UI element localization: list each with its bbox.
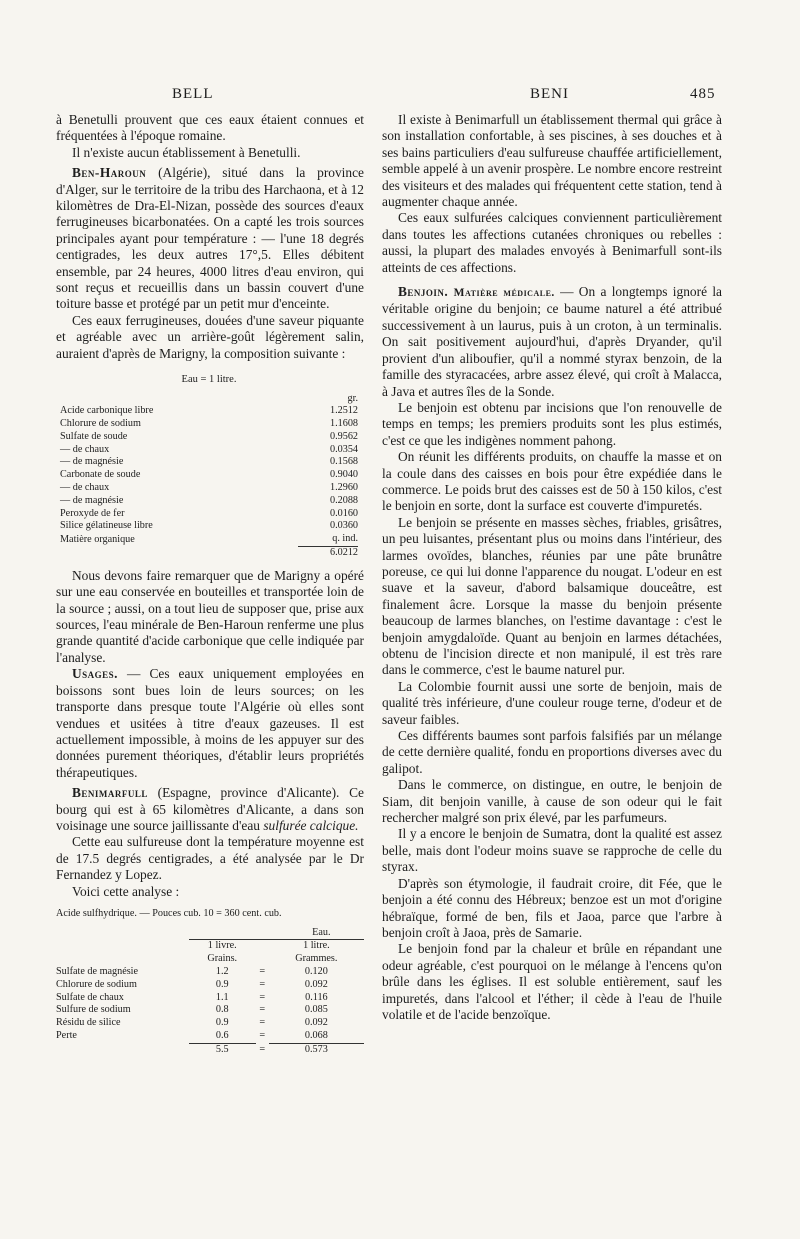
paragraph: Nous devons faire remarquer que de Marigny a opéré sur une eau conservée en bouteilles et transportée loin de la source ; aussi, on a tout lieu de supposer que, prise aux sources, l'eau minérale de Ben-Haroun renferme une plus grande quantité d'acide carbonique que celle indiquée par l'analyse.	[56, 567, 364, 665]
table-row	[56, 966, 364, 979]
row-value: 0.9040	[329, 469, 358, 481]
table-row	[60, 444, 358, 457]
paragraph: Voici cette analyse :	[72, 883, 180, 899]
table-row	[60, 520, 358, 533]
row-label: Perte	[56, 1030, 77, 1042]
entry-benjoin	[382, 284, 722, 400]
composition-table	[56, 372, 364, 560]
entry-text-italic: sulfurée calcique.	[263, 817, 359, 833]
paragraph: Ces eaux sulfurées calciques conviennent particulièrement dans toutes les affections cutanées chroniques ou rebelles : aussi, la plupart des malades envoyés à Benimarfull sont-ils atteints de ces affections.	[382, 210, 722, 275]
paragraph: Dans le commerce, on distingue, en outre, le benjoin de Siam, dit benjoin vanille, à cause de son odeur qui le fait rechercher malgré son prix élevé, par les parfumeurs.	[382, 777, 722, 826]
row-value: 0.0160	[329, 507, 358, 519]
paragraph: Le benjoin se présente en masses sèches, friables, grisâtres, un peu luisantes, présentant plus ou moins dans l'intérieur, des larmes ovoïdes, blanches, réunies par une pâte brunâtre poreuse, ce qui lui donne l'apparence du nougat. L'odeur en est suave et la saveur, d'abord balsamique douceâtre, est finalement âcre. Lorsque la masse du benjoin présente beaucoup de larmes blanches, on l'estime davantage : c'est le benjoin amygdaloïde. Quant au benjoin en larmes détachées, obtenu de l'incision directe et non manipulé, il est très rare dans le commerce, c'est le baume naturel pur.	[382, 514, 722, 678]
row-grains: 0.6	[215, 1029, 229, 1041]
table-row	[60, 495, 358, 508]
row-value: 0.0354	[329, 443, 358, 455]
analysis-table	[56, 908, 364, 1057]
row-grammes: 0.092	[304, 978, 328, 990]
equals-sign: =	[259, 978, 266, 990]
equals-sign: =	[259, 991, 266, 1003]
row-label: Peroxyde de fer	[60, 507, 125, 519]
row-label: Résidu de silice	[56, 1017, 121, 1029]
entry-text: (Algérie), situé dans la province d'Alger, sur le territoire de la tribu des Harchaona, et à 12 kilomètres de Dra-El-Nizan, possède des sources d'eaux ferrugineuses bicarbonatées. On a capté les trois sources principales ayant pour température : — l'une 18 degrés centigrades, les deux autres 17°,5. Elles débitent ensemble, par 24 heures, 4000 litres d'eau environ, qui sont reçus et recueillis dans un bassin couvert d'une toiture basse et protégé par un petit mur d'enceinte.	[56, 165, 364, 312]
row-label: — de chaux	[60, 482, 110, 494]
unit-grains: Grains.	[207, 953, 238, 965]
running-head-center: BENI	[530, 86, 569, 102]
paragraph: Il n'existe aucun établissement à Benetulli.	[72, 144, 301, 160]
table-caption: Eau = 1 litre.	[181, 374, 237, 386]
col-head-livre: 1 livre.	[207, 940, 237, 952]
row-grammes: 0.068	[304, 1029, 328, 1041]
row-label: Carbonate de soude	[60, 469, 141, 481]
unit-label: gr.	[347, 392, 358, 404]
row-label: Chlorure de sodium	[56, 978, 137, 990]
col-head-litre: 1 litre.	[303, 940, 330, 952]
row-grammes: 0.116	[305, 991, 328, 1003]
paragraph: La Colombie fournit aussi une sorte de benjoin, mais de qualité très inférieure, d'une couleur rouge terne, d'odeur et de saveur faibles.	[382, 678, 722, 727]
row-label: Chlorure de sodium	[60, 418, 141, 430]
paragraph: Ces eaux ferrugineuses, douées d'une saveur piquante et agréable avec un arrière-goût légèrement salin, auraient d'après de Marigny, la composition suivante :	[56, 312, 364, 361]
entry-text: (Espagne, province d'Alicante). Ce bourg qui est à 65 kilomètres d'Alicante, a dans son voisinage une source jaillissante d'eau	[56, 785, 364, 833]
eau-label: Eau.	[189, 927, 364, 940]
table-row	[56, 992, 364, 1005]
total-grammes: 0.573	[269, 1043, 364, 1056]
row-value: 1.2960	[329, 482, 358, 494]
table-row	[60, 431, 358, 444]
page-number: 485	[690, 86, 716, 102]
paragraph: On réunit les différents produits, on chauffe la masse et on la coule dans des caisses en bois pour être expédiée dans le commerce. Le poids brut des caisses est de 50 à 150 kilos, c'est le benjoin en sorte, dont la surface est couverte d'impuretés.	[382, 449, 722, 514]
section-text: — Ces eaux uniquement employées en boissons sont bues loin de leurs sources; on les transporte dans presque toute l'Algérie où elles sont vendues et usitées à titre d'eaux gazeuses. Il est actuellement impossible, à moins de les appuyer sur des données purement théoriques, d'établir leurs propriétés thérapeutiques.	[56, 666, 364, 780]
row-grains: 0.9	[215, 978, 229, 990]
running-head-left: BELL	[172, 86, 214, 102]
row-value: 0.0360	[329, 520, 358, 532]
equals-sign: =	[259, 1017, 266, 1029]
row-label: — de magnésie	[60, 456, 124, 468]
entry-ben-haroun	[56, 165, 364, 313]
entry-title: Benjoin.	[398, 284, 449, 300]
row-value: 1.1608	[329, 418, 358, 430]
entry-title: Ben-Haroun	[72, 165, 147, 181]
row-grains: 0.8	[215, 1004, 229, 1016]
entry-title: Benimarfull	[72, 785, 148, 801]
row-label: Matière organique	[60, 533, 135, 545]
total-grains: 5.5	[189, 1043, 256, 1056]
unit-grammes: Grammes.	[295, 953, 338, 965]
row-label: Acide carbonique libre	[60, 405, 154, 417]
left-column	[56, 112, 364, 1057]
row-grammes: 0.085	[304, 1004, 328, 1016]
section-title: Usages.	[72, 666, 119, 682]
row-grains: 1.1	[215, 991, 229, 1003]
equals-sign: =	[259, 1004, 266, 1016]
row-grammes: 0.092	[304, 1017, 328, 1029]
table-row	[56, 979, 364, 992]
table-row	[56, 1017, 364, 1030]
table-row	[60, 469, 358, 482]
row-label: Sulfate de magnésie	[56, 965, 139, 977]
gas-line: Acide sulfhydrique. — Pouces cub. 10 = 360 cent. cub.	[56, 907, 282, 919]
row-grammes: 0.120	[304, 965, 328, 977]
row-label: — de chaux	[60, 443, 110, 455]
paragraph: Cette eau sulfureuse dont la température moyenne est de 17.5 degrés centigrades, a été analysée par le Dr Fernandez y Lopez.	[56, 834, 364, 883]
table-row	[60, 405, 358, 418]
paragraph: Le benjoin est obtenu par incisions que l'on renouvelle de temps en temps; les premiers produits sont les plus estimés, c'est ce que les indigènes nomment pahong.	[382, 399, 722, 448]
table-row	[60, 482, 358, 495]
table-row	[60, 533, 358, 546]
row-value: 0.1568	[329, 456, 358, 468]
equals-sign: =	[259, 1043, 266, 1055]
equals-sign: =	[259, 965, 266, 977]
equals-sign: =	[259, 1030, 266, 1042]
table-row	[60, 508, 358, 521]
paragraph: Il existe à Benimarfull un établissement thermal qui grâce à son installation confortable, à ses piscines, à ses douches et à ses bains particuliers d'eau sulfureuse chauffée artificiellement, semble appelé à un avenir prospère. Le nombre encore restreint des visiteurs et des malades qui fréquentent cette station, tend à augmenter chaque année.	[382, 112, 722, 210]
paragraph: D'après son étymologie, il faudrait croire, dit Fée, que le benjoin a été connu des Hébreux; benzoe est un mot d'origine hébraïque, formé de ben, fils et Jaoa, parce que l'arbre à benjoin croît à Jaoa, près de Samarie.	[382, 875, 722, 940]
paragraph: Ces différents baumes sont parfois falsifiés par un mélange de cette dernière qualité, fondu en proportions diverses avec du galipot.	[382, 728, 722, 776]
table-row	[60, 418, 358, 431]
entry-benimarfull	[56, 785, 364, 834]
row-grains: 0.9	[215, 1017, 229, 1029]
entry-usages	[56, 666, 364, 781]
table-row	[56, 1004, 364, 1017]
entry-subtitle: Matière médicale.	[448, 287, 555, 300]
paragraph: à Benetulli prouvent que ces eaux étaient connues et fréquentées à l'époque romaine.	[56, 112, 364, 144]
table-row	[60, 456, 358, 469]
row-value: 0.9562	[329, 430, 358, 442]
entry-text: — On a longtemps ignoré la véritable origine du benjoin; ce baume naturel a été attribué successivement à un laurus, puis à un croton, à un terminalis. On sait positivement aujourd'hui, d'après Dryander, qu'il provient d'un aliboufier, qu'il a nommé styrax benzoin, de la famille des styracacées, arbre assez élevé, qui croît à Malacca, à Java et autres îles de la Sonde.	[382, 284, 722, 399]
paragraph: Il y a encore le benjoin de Sumatra, dont la qualité est assez belle, mais dont l'odeur moins suave se rapproche de celle du styrax.	[382, 826, 722, 875]
row-grains: 1.2	[215, 965, 229, 977]
right-column	[382, 112, 722, 1023]
row-label: Silice gélatineuse libre	[60, 520, 153, 532]
row-label: Sulfate de chaux	[56, 991, 124, 1003]
row-value: 1.2512	[329, 405, 358, 417]
row-label: Sulfate de soude	[60, 430, 128, 442]
row-label: — de magnésie	[60, 494, 124, 506]
table-row	[56, 1030, 364, 1043]
paragraph: Le benjoin fond par la chaleur et brûle en répandant une odeur agréable, c'est pourquoi on le mélange à l'encens qu'on brûle dans les églises. Il est soluble entièrement, sauf les impuretés, dans l'alcool et l'éther; il cède à l'eau de l'huile volatile et de l'acide benzoïque.	[382, 941, 722, 1022]
row-value: q. ind.	[332, 533, 358, 545]
row-value: 0.2088	[329, 494, 358, 506]
row-label: Sulfure de sodium	[56, 1004, 131, 1016]
table-total: 6.0212	[298, 547, 358, 560]
